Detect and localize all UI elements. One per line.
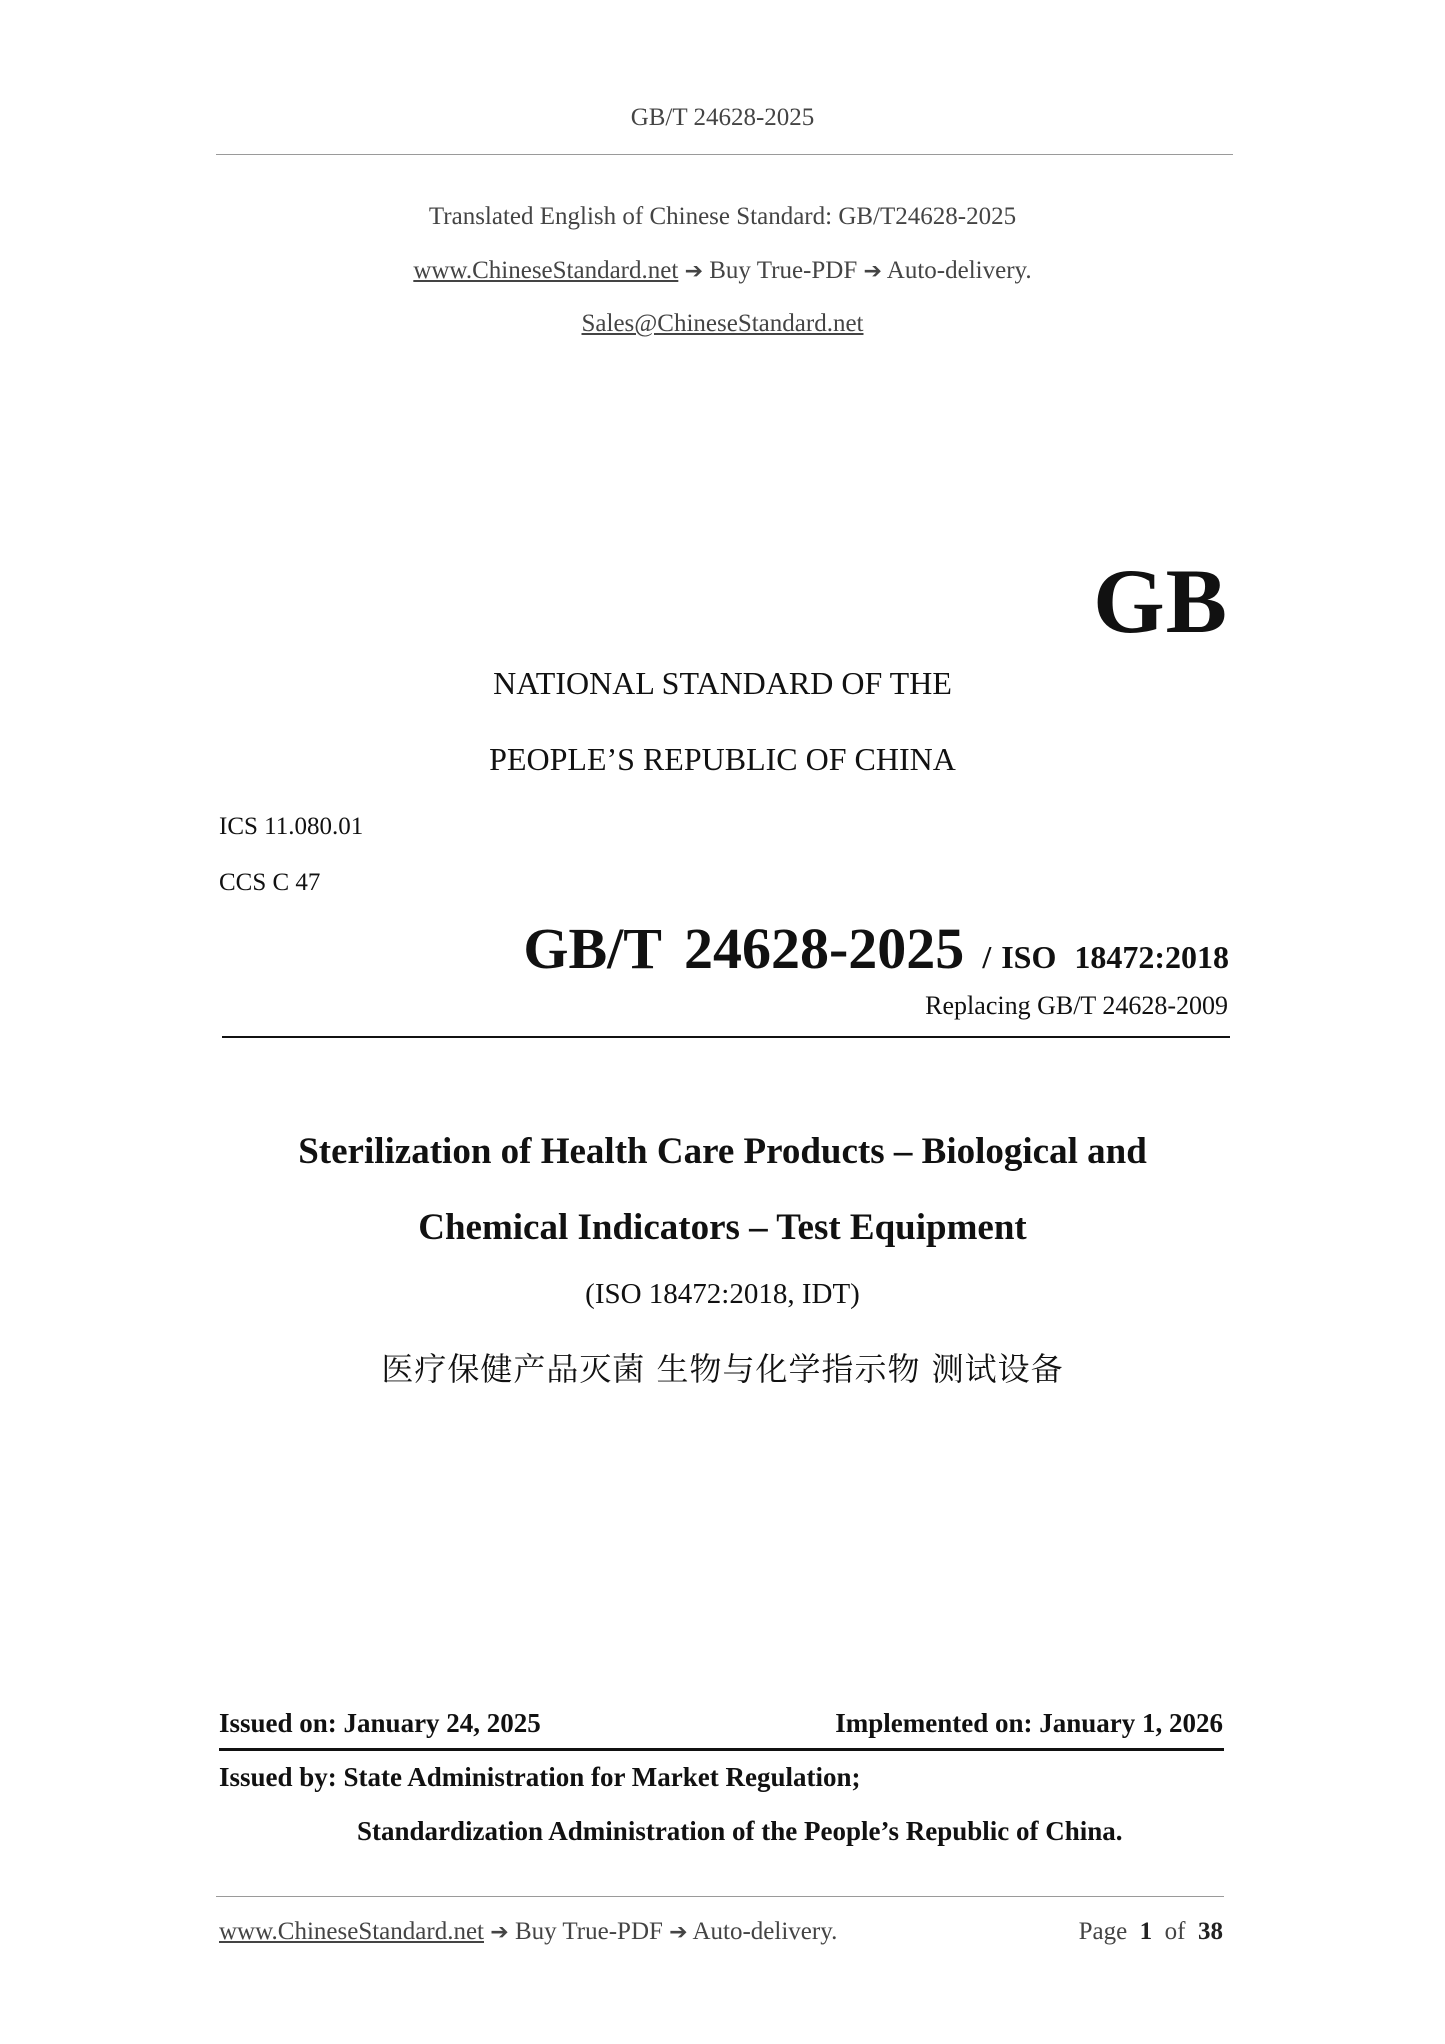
page-total: 38	[1198, 1918, 1223, 1945]
gb-logo: GB	[1093, 550, 1228, 652]
footer-promo	[219, 1918, 837, 1946]
header-divider	[216, 154, 1233, 155]
standard-number-row	[523, 915, 1229, 982]
ics-code: ICS 11.080.01	[219, 813, 364, 840]
standard-prefix: GB/T	[523, 916, 662, 981]
standard-code: 24628-2025	[683, 916, 965, 981]
promo-buy-line	[0, 257, 1445, 285]
iso-number: 18472:2018	[1074, 939, 1229, 975]
ccs-code: CCS C 47	[219, 869, 321, 896]
promo-translated-line: Translated English of Chinese Standard: GB/T24628-2025	[428, 203, 1017, 230]
issued-by-line1: Issued by: State Administration for Market Regulation;	[219, 1762, 861, 1792]
page-number	[1079, 1918, 1223, 1946]
buy-text: Buy True-PDF	[709, 257, 858, 284]
title-line1: Sterilization of Health Care Products – Biological and	[298, 1131, 1147, 1172]
footer-buy-text: Buy True-PDF	[514, 1918, 663, 1945]
footer-site-link[interactable]: www.ChineseStandard.net	[219, 1918, 484, 1945]
title-line2: Chemical Indicators – Test Equipment	[418, 1207, 1027, 1248]
chinese-title: 医疗保健产品灭菌 生物与化学指示物 测试设备	[381, 1350, 1064, 1388]
iso-prefix: ISO	[1001, 939, 1057, 975]
page-of: of	[1164, 1918, 1186, 1945]
footer-auto-text: Auto-delivery.	[692, 1918, 838, 1945]
implemented-on: Implemented on: January 1, 2026	[835, 1708, 1223, 1738]
dates-divider	[219, 1748, 1224, 1751]
iso-separator: /	[982, 939, 992, 975]
auto-delivery-text: Auto-delivery.	[886, 257, 1032, 284]
title-divider	[222, 1036, 1230, 1038]
standard-number	[523, 916, 964, 981]
arrow-right-icon: ➔	[863, 259, 882, 284]
replacing-note: Replacing GB/T 24628-2009	[925, 991, 1228, 1020]
iso-equivalence: (ISO 18472:2018, IDT)	[585, 1278, 860, 1310]
national-standard-line2: PEOPLE’S REPUBLIC OF CHINA	[489, 741, 956, 777]
promo-email-line	[0, 310, 1445, 338]
sales-email-link[interactable]: Sales@ChineseStandard.net	[581, 310, 864, 337]
national-standard-line1: NATIONAL STANDARD OF THE	[493, 665, 952, 701]
page-current: 1	[1139, 1918, 1153, 1945]
iso-reference	[1001, 939, 1229, 975]
arrow-right-icon: ➔	[669, 1920, 688, 1945]
running-header: GB/T 24628-2025	[630, 104, 815, 131]
arrow-right-icon: ➔	[684, 259, 703, 284]
site-link[interactable]: www.ChineseStandard.net	[413, 257, 679, 284]
page-label: Page	[1078, 1918, 1128, 1945]
footer-divider	[216, 1896, 1224, 1897]
arrow-right-icon: ➔	[490, 1920, 509, 1945]
issued-by-line2: Standardization Administration of the People’s Republic of China.	[357, 1816, 1123, 1846]
issued-on: Issued on: January 24, 2025	[219, 1708, 541, 1738]
